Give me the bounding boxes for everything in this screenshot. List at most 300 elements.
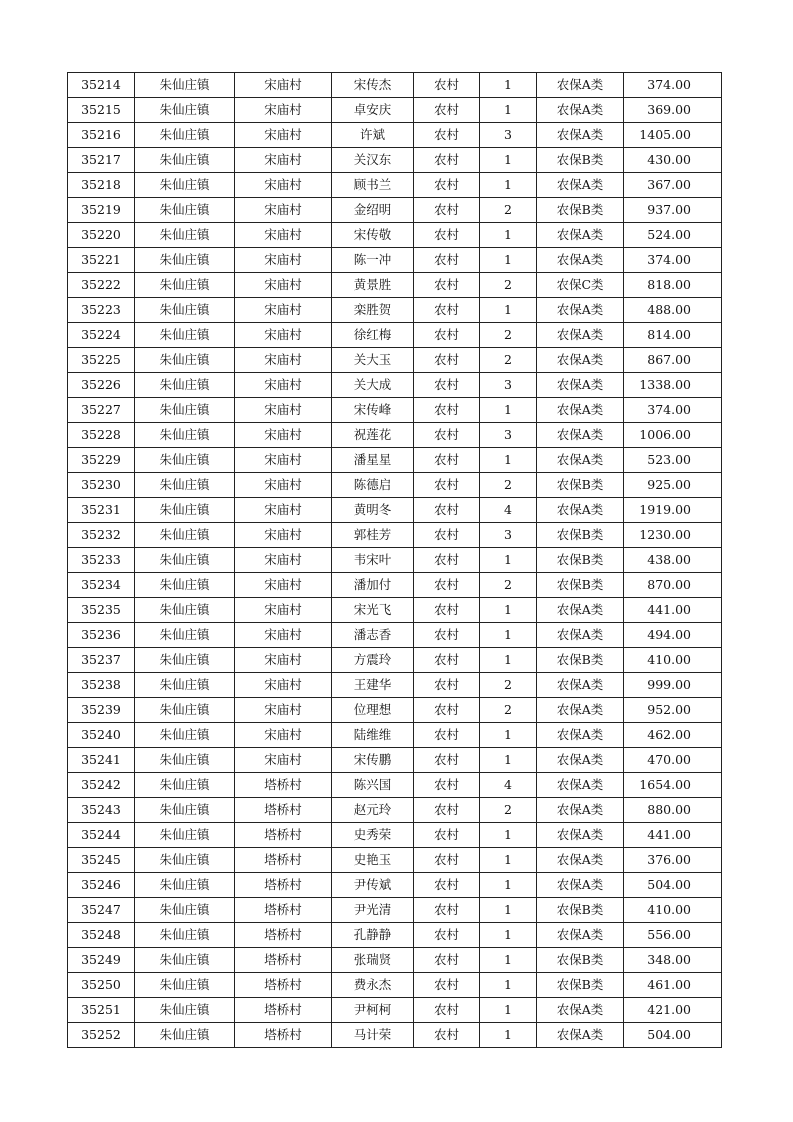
table-row — [68, 673, 722, 698]
table-row — [68, 723, 722, 748]
amount-cell: 952.00 — [624, 698, 722, 723]
record-id-cell: 35247 — [68, 898, 135, 923]
area-type-cell: 农村 — [414, 748, 480, 773]
town-cell: 朱仙庄镇 — [135, 323, 235, 348]
person-name-cell: 宋传峰 — [332, 398, 414, 423]
insurance-category-cell: 农保B类 — [537, 573, 624, 598]
area-type-cell: 农村 — [414, 998, 480, 1023]
record-id-cell: 35225 — [68, 348, 135, 373]
household-count-cell: 1 — [480, 748, 537, 773]
amount-cell: 1919.00 — [624, 498, 722, 523]
insurance-category-cell: 农保A类 — [537, 123, 624, 148]
village-cell: 宋庙村 — [235, 473, 332, 498]
household-count-cell: 1 — [480, 848, 537, 873]
table-row — [68, 523, 722, 548]
person-name-cell: 陆维维 — [332, 723, 414, 748]
town-cell: 朱仙庄镇 — [135, 198, 235, 223]
person-name-cell: 卓安庆 — [332, 98, 414, 123]
household-count-cell: 4 — [480, 498, 537, 523]
town-cell: 朱仙庄镇 — [135, 123, 235, 148]
household-count-cell: 1 — [480, 873, 537, 898]
amount-cell: 524.00 — [624, 223, 722, 248]
household-count-cell: 1 — [480, 98, 537, 123]
record-id-cell: 35250 — [68, 973, 135, 998]
table-row — [68, 948, 722, 973]
record-id-cell: 35242 — [68, 773, 135, 798]
insurance-category-cell: 农保A类 — [537, 698, 624, 723]
household-count-cell: 1 — [480, 398, 537, 423]
town-cell: 朱仙庄镇 — [135, 648, 235, 673]
table-row — [68, 1023, 722, 1048]
area-type-cell: 农村 — [414, 1023, 480, 1048]
town-cell: 朱仙庄镇 — [135, 148, 235, 173]
area-type-cell: 农村 — [414, 373, 480, 398]
amount-cell: 369.00 — [624, 98, 722, 123]
record-id-cell: 35240 — [68, 723, 135, 748]
insurance-category-cell: 农保C类 — [537, 273, 624, 298]
person-name-cell: 关大成 — [332, 373, 414, 398]
area-type-cell: 农村 — [414, 573, 480, 598]
table-row — [68, 973, 722, 998]
village-cell: 塔桥村 — [235, 1023, 332, 1048]
area-type-cell: 农村 — [414, 798, 480, 823]
town-cell: 朱仙庄镇 — [135, 273, 235, 298]
town-cell: 朱仙庄镇 — [135, 398, 235, 423]
table-row — [68, 998, 722, 1023]
table-row — [68, 323, 722, 348]
household-count-cell: 1 — [480, 298, 537, 323]
amount-cell: 441.00 — [624, 823, 722, 848]
town-cell: 朱仙庄镇 — [135, 923, 235, 948]
household-count-cell: 2 — [480, 323, 537, 348]
records-table — [67, 72, 722, 1048]
village-cell: 宋庙村 — [235, 398, 332, 423]
table-row — [68, 173, 722, 198]
amount-cell: 1338.00 — [624, 373, 722, 398]
household-count-cell: 3 — [480, 423, 537, 448]
household-count-cell: 3 — [480, 123, 537, 148]
village-cell: 塔桥村 — [235, 948, 332, 973]
amount-cell: 421.00 — [624, 998, 722, 1023]
village-cell: 宋庙村 — [235, 98, 332, 123]
record-id-cell: 35214 — [68, 73, 135, 98]
village-cell: 宋庙村 — [235, 198, 332, 223]
town-cell: 朱仙庄镇 — [135, 423, 235, 448]
area-type-cell: 农村 — [414, 223, 480, 248]
area-type-cell: 农村 — [414, 823, 480, 848]
household-count-cell: 1 — [480, 623, 537, 648]
village-cell: 宋庙村 — [235, 223, 332, 248]
town-cell: 朱仙庄镇 — [135, 248, 235, 273]
amount-cell: 999.00 — [624, 673, 722, 698]
town-cell: 朱仙庄镇 — [135, 673, 235, 698]
town-cell: 朱仙庄镇 — [135, 498, 235, 523]
table-row — [68, 498, 722, 523]
area-type-cell: 农村 — [414, 273, 480, 298]
insurance-category-cell: 农保B类 — [537, 198, 624, 223]
town-cell: 朱仙庄镇 — [135, 973, 235, 998]
insurance-category-cell: 农保A类 — [537, 298, 624, 323]
town-cell: 朱仙庄镇 — [135, 548, 235, 573]
household-count-cell: 1 — [480, 923, 537, 948]
table-row — [68, 273, 722, 298]
record-id-cell: 35237 — [68, 648, 135, 673]
amount-cell: 818.00 — [624, 273, 722, 298]
amount-cell: 488.00 — [624, 298, 722, 323]
village-cell: 宋庙村 — [235, 573, 332, 598]
table-row — [68, 198, 722, 223]
town-cell: 朱仙庄镇 — [135, 773, 235, 798]
insurance-category-cell: 农保A类 — [537, 173, 624, 198]
table-row — [68, 748, 722, 773]
table-row — [68, 898, 722, 923]
person-name-cell: 宋传杰 — [332, 73, 414, 98]
household-count-cell: 1 — [480, 73, 537, 98]
area-type-cell: 农村 — [414, 648, 480, 673]
household-count-cell: 2 — [480, 798, 537, 823]
amount-cell: 925.00 — [624, 473, 722, 498]
person-name-cell: 费永杰 — [332, 973, 414, 998]
village-cell: 宋庙村 — [235, 423, 332, 448]
table-row — [68, 123, 722, 148]
town-cell: 朱仙庄镇 — [135, 73, 235, 98]
record-id-cell: 35236 — [68, 623, 135, 648]
insurance-category-cell: 农保A类 — [537, 598, 624, 623]
table-row — [68, 573, 722, 598]
record-id-cell: 35220 — [68, 223, 135, 248]
record-id-cell: 35226 — [68, 373, 135, 398]
person-name-cell: 宋光飞 — [332, 598, 414, 623]
village-cell: 宋庙村 — [235, 448, 332, 473]
household-count-cell: 2 — [480, 698, 537, 723]
household-count-cell: 1 — [480, 1023, 537, 1048]
village-cell: 宋庙村 — [235, 273, 332, 298]
village-cell: 塔桥村 — [235, 873, 332, 898]
person-name-cell: 黄景胜 — [332, 273, 414, 298]
table-row — [68, 423, 722, 448]
person-name-cell: 张瑞贤 — [332, 948, 414, 973]
amount-cell: 504.00 — [624, 873, 722, 898]
insurance-category-cell: 农保B类 — [537, 973, 624, 998]
amount-cell: 504.00 — [624, 1023, 722, 1048]
insurance-category-cell: 农保A类 — [537, 923, 624, 948]
insurance-category-cell: 农保A类 — [537, 748, 624, 773]
town-cell: 朱仙庄镇 — [135, 298, 235, 323]
record-id-cell: 35223 — [68, 298, 135, 323]
amount-cell: 1006.00 — [624, 423, 722, 448]
insurance-category-cell: 农保A类 — [537, 223, 624, 248]
table-row — [68, 798, 722, 823]
area-type-cell: 农村 — [414, 673, 480, 698]
insurance-category-cell: 农保B类 — [537, 148, 624, 173]
village-cell: 宋庙村 — [235, 248, 332, 273]
record-id-cell: 35217 — [68, 148, 135, 173]
household-count-cell: 1 — [480, 823, 537, 848]
town-cell: 朱仙庄镇 — [135, 1023, 235, 1048]
table-row — [68, 548, 722, 573]
record-id-cell: 35233 — [68, 548, 135, 573]
village-cell: 宋庙村 — [235, 173, 332, 198]
household-count-cell: 2 — [480, 198, 537, 223]
household-count-cell: 1 — [480, 948, 537, 973]
person-name-cell: 史艳玉 — [332, 848, 414, 873]
table-row — [68, 373, 722, 398]
amount-cell: 523.00 — [624, 448, 722, 473]
household-count-cell: 1 — [480, 148, 537, 173]
village-cell: 塔桥村 — [235, 998, 332, 1023]
person-name-cell: 徐红梅 — [332, 323, 414, 348]
amount-cell: 374.00 — [624, 248, 722, 273]
person-name-cell: 陈德启 — [332, 473, 414, 498]
amount-cell: 376.00 — [624, 848, 722, 873]
village-cell: 宋庙村 — [235, 723, 332, 748]
person-name-cell: 陈一冲 — [332, 248, 414, 273]
table-row — [68, 223, 722, 248]
table-row — [68, 473, 722, 498]
amount-cell: 367.00 — [624, 173, 722, 198]
town-cell: 朱仙庄镇 — [135, 698, 235, 723]
table-row — [68, 248, 722, 273]
town-cell: 朱仙庄镇 — [135, 898, 235, 923]
amount-cell: 441.00 — [624, 598, 722, 623]
amount-cell: 410.00 — [624, 648, 722, 673]
area-type-cell: 农村 — [414, 523, 480, 548]
household-count-cell: 1 — [480, 173, 537, 198]
household-count-cell: 2 — [480, 473, 537, 498]
record-id-cell: 35243 — [68, 798, 135, 823]
household-count-cell: 1 — [480, 248, 537, 273]
table-row — [68, 623, 722, 648]
village-cell: 宋庙村 — [235, 298, 332, 323]
insurance-category-cell: 农保A类 — [537, 398, 624, 423]
person-name-cell: 韦宋叶 — [332, 548, 414, 573]
village-cell: 宋庙村 — [235, 523, 332, 548]
record-id-cell: 35246 — [68, 873, 135, 898]
amount-cell: 374.00 — [624, 73, 722, 98]
table-body — [68, 73, 722, 1048]
town-cell: 朱仙庄镇 — [135, 623, 235, 648]
table-row — [68, 873, 722, 898]
person-name-cell: 潘志香 — [332, 623, 414, 648]
amount-cell: 430.00 — [624, 148, 722, 173]
area-type-cell: 农村 — [414, 148, 480, 173]
insurance-category-cell: 农保A类 — [537, 73, 624, 98]
record-id-cell: 35221 — [68, 248, 135, 273]
amount-cell: 937.00 — [624, 198, 722, 223]
village-cell: 宋庙村 — [235, 673, 332, 698]
insurance-category-cell: 农保A类 — [537, 848, 624, 873]
record-id-cell: 35245 — [68, 848, 135, 873]
person-name-cell: 尹传斌 — [332, 873, 414, 898]
record-id-cell: 35231 — [68, 498, 135, 523]
record-id-cell: 35216 — [68, 123, 135, 148]
town-cell: 朱仙庄镇 — [135, 598, 235, 623]
table-row — [68, 598, 722, 623]
town-cell: 朱仙庄镇 — [135, 348, 235, 373]
town-cell: 朱仙庄镇 — [135, 573, 235, 598]
record-id-cell: 35248 — [68, 923, 135, 948]
household-count-cell: 3 — [480, 373, 537, 398]
household-count-cell: 1 — [480, 223, 537, 248]
area-type-cell: 农村 — [414, 973, 480, 998]
person-name-cell: 尹光清 — [332, 898, 414, 923]
insurance-category-cell: 农保A类 — [537, 623, 624, 648]
table-row — [68, 823, 722, 848]
insurance-category-cell: 农保A类 — [537, 348, 624, 373]
area-type-cell: 农村 — [414, 73, 480, 98]
amount-cell: 880.00 — [624, 798, 722, 823]
person-name-cell: 史秀荣 — [332, 823, 414, 848]
village-cell: 宋庙村 — [235, 548, 332, 573]
town-cell: 朱仙庄镇 — [135, 798, 235, 823]
village-cell: 塔桥村 — [235, 898, 332, 923]
village-cell: 宋庙村 — [235, 123, 332, 148]
village-cell: 宋庙村 — [235, 348, 332, 373]
area-type-cell: 农村 — [414, 848, 480, 873]
record-id-cell: 35238 — [68, 673, 135, 698]
insurance-category-cell: 农保A类 — [537, 323, 624, 348]
insurance-category-cell: 农保A类 — [537, 423, 624, 448]
area-type-cell: 农村 — [414, 423, 480, 448]
town-cell: 朱仙庄镇 — [135, 723, 235, 748]
area-type-cell: 农村 — [414, 923, 480, 948]
table-row — [68, 298, 722, 323]
amount-cell: 867.00 — [624, 348, 722, 373]
insurance-category-cell: 农保A类 — [537, 673, 624, 698]
amount-cell: 470.00 — [624, 748, 722, 773]
person-name-cell: 顾书兰 — [332, 173, 414, 198]
town-cell: 朱仙庄镇 — [135, 98, 235, 123]
record-id-cell: 35252 — [68, 1023, 135, 1048]
person-name-cell: 位理想 — [332, 698, 414, 723]
record-id-cell: 35227 — [68, 398, 135, 423]
record-id-cell: 35251 — [68, 998, 135, 1023]
person-name-cell: 潘星星 — [332, 448, 414, 473]
person-name-cell: 金绍明 — [332, 198, 414, 223]
insurance-category-cell: 农保A类 — [537, 798, 624, 823]
record-id-cell: 35235 — [68, 598, 135, 623]
table-row — [68, 398, 722, 423]
area-type-cell: 农村 — [414, 323, 480, 348]
household-count-cell: 1 — [480, 448, 537, 473]
town-cell: 朱仙庄镇 — [135, 373, 235, 398]
area-type-cell: 农村 — [414, 298, 480, 323]
amount-cell: 374.00 — [624, 398, 722, 423]
insurance-category-cell: 农保A类 — [537, 873, 624, 898]
town-cell: 朱仙庄镇 — [135, 948, 235, 973]
area-type-cell: 农村 — [414, 398, 480, 423]
record-id-cell: 35249 — [68, 948, 135, 973]
person-name-cell: 赵元玲 — [332, 798, 414, 823]
person-name-cell: 尹柯柯 — [332, 998, 414, 1023]
area-type-cell: 农村 — [414, 898, 480, 923]
town-cell: 朱仙庄镇 — [135, 873, 235, 898]
record-id-cell: 35228 — [68, 423, 135, 448]
household-count-cell: 3 — [480, 523, 537, 548]
village-cell: 宋庙村 — [235, 748, 332, 773]
amount-cell: 1405.00 — [624, 123, 722, 148]
record-id-cell: 35219 — [68, 198, 135, 223]
record-id-cell: 35224 — [68, 323, 135, 348]
area-type-cell: 农村 — [414, 198, 480, 223]
table-row — [68, 73, 722, 98]
amount-cell: 348.00 — [624, 948, 722, 973]
insurance-category-cell: 农保A类 — [537, 373, 624, 398]
area-type-cell: 农村 — [414, 448, 480, 473]
village-cell: 宋庙村 — [235, 323, 332, 348]
area-type-cell: 农村 — [414, 98, 480, 123]
area-type-cell: 农村 — [414, 248, 480, 273]
insurance-category-cell: 农保A类 — [537, 448, 624, 473]
town-cell: 朱仙庄镇 — [135, 823, 235, 848]
amount-cell: 410.00 — [624, 898, 722, 923]
amount-cell: 556.00 — [624, 923, 722, 948]
insurance-category-cell: 农保A类 — [537, 98, 624, 123]
amount-cell: 438.00 — [624, 548, 722, 573]
insurance-category-cell: 农保A类 — [537, 723, 624, 748]
town-cell: 朱仙庄镇 — [135, 848, 235, 873]
area-type-cell: 农村 — [414, 123, 480, 148]
household-count-cell: 2 — [480, 348, 537, 373]
amount-cell: 1654.00 — [624, 773, 722, 798]
household-count-cell: 1 — [480, 973, 537, 998]
household-count-cell: 1 — [480, 648, 537, 673]
village-cell: 宋庙村 — [235, 498, 332, 523]
person-name-cell: 关汉东 — [332, 148, 414, 173]
household-count-cell: 1 — [480, 723, 537, 748]
insurance-category-cell: 农保B类 — [537, 523, 624, 548]
insurance-category-cell: 农保A类 — [537, 248, 624, 273]
town-cell: 朱仙庄镇 — [135, 473, 235, 498]
area-type-cell: 农村 — [414, 548, 480, 573]
insurance-category-cell: 农保A类 — [537, 998, 624, 1023]
area-type-cell: 农村 — [414, 773, 480, 798]
insurance-category-cell: 农保A类 — [537, 773, 624, 798]
household-count-cell: 4 — [480, 773, 537, 798]
village-cell: 宋庙村 — [235, 698, 332, 723]
village-cell: 塔桥村 — [235, 798, 332, 823]
person-name-cell: 宋传鹏 — [332, 748, 414, 773]
person-name-cell: 栾胜贺 — [332, 298, 414, 323]
town-cell: 朱仙庄镇 — [135, 998, 235, 1023]
person-name-cell: 王建华 — [332, 673, 414, 698]
village-cell: 塔桥村 — [235, 973, 332, 998]
village-cell: 宋庙村 — [235, 73, 332, 98]
town-cell: 朱仙庄镇 — [135, 748, 235, 773]
person-name-cell: 潘加付 — [332, 573, 414, 598]
village-cell: 塔桥村 — [235, 823, 332, 848]
record-id-cell: 35218 — [68, 173, 135, 198]
amount-cell: 870.00 — [624, 573, 722, 598]
table-row — [68, 698, 722, 723]
village-cell: 塔桥村 — [235, 848, 332, 873]
household-count-cell: 2 — [480, 273, 537, 298]
record-id-cell: 35244 — [68, 823, 135, 848]
household-count-cell: 1 — [480, 548, 537, 573]
person-name-cell: 郭桂芳 — [332, 523, 414, 548]
record-id-cell: 35230 — [68, 473, 135, 498]
area-type-cell: 农村 — [414, 623, 480, 648]
insurance-category-cell: 农保A类 — [537, 1023, 624, 1048]
area-type-cell: 农村 — [414, 498, 480, 523]
amount-cell: 461.00 — [624, 973, 722, 998]
person-name-cell: 马计荣 — [332, 1023, 414, 1048]
person-name-cell: 孔静静 — [332, 923, 414, 948]
insurance-category-cell: 农保A类 — [537, 498, 624, 523]
area-type-cell: 农村 — [414, 698, 480, 723]
village-cell: 塔桥村 — [235, 773, 332, 798]
area-type-cell: 农村 — [414, 948, 480, 973]
